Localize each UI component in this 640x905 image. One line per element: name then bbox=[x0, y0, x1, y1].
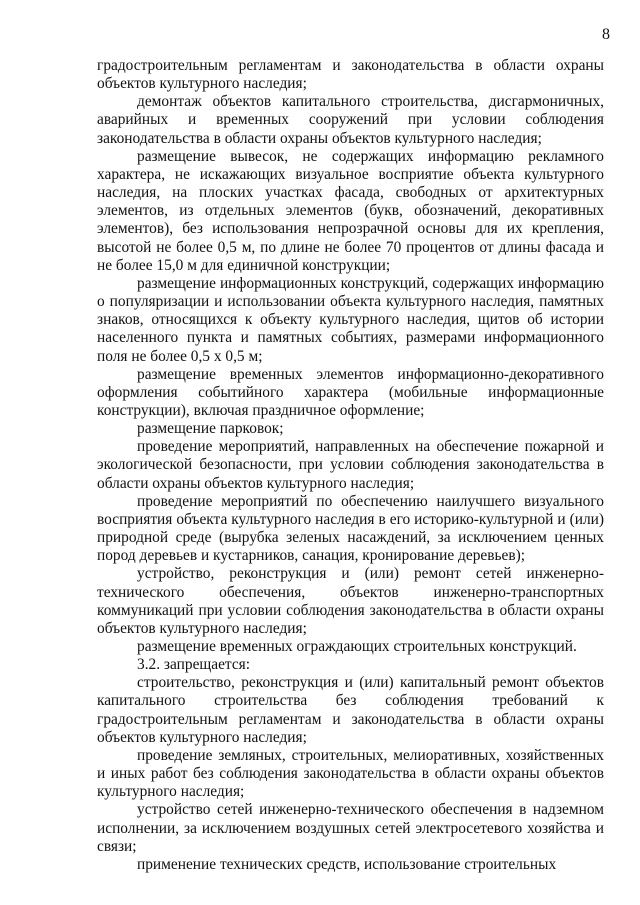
paragraph-continuation: градостроительным регламентам и законодательства в области охраны объектов культурного наследия; bbox=[97, 57, 604, 93]
paragraph-parking: размещение парковок; bbox=[137, 420, 284, 438]
paragraph-info-structures: размещение информационных конструкций, содержащих информацию о популяризации и использовании объекта культурного наследия, памятных знаков, относящихся к объекту культурного наследия, щитов об истории населенного пункта и памятных событиях, размерами информационного поля не более 0,5 х 0,5 м; bbox=[97, 274, 604, 365]
paragraph-construction-prohibited: строительство, реконструкция и (или) капитальный ремонт объектов капитального строительства без соблюдения требований к градостроительным регламентам и законодательства в области охраны объектов культурного наследия; bbox=[97, 674, 604, 746]
paragraph-fire-safety: проведение мероприятий, направленных на обеспечение пожарной и экологической безопасности, при условии соблюдения законодательства в области охраны объектов культурного наследия; bbox=[97, 438, 604, 492]
paragraph-signage: размещение вывесок, не содержащих информацию рекламного характера, не искажающих визуальное восприятие объекта культурного наследия, на плоских участках фасада, свободных от архитектурных элементов, из отдельных элементов (букв, обозначений, декоративных элементов), без использования непрозрачной основы для их крепления, высотой не более 0,5 м, по длине не более 70 процентов от длины фасада и не более 15,0 м для единичной конструкции; bbox=[97, 147, 604, 274]
paragraph-overhead-networks: устройство сетей инженерно-технического обеспечения в надземном исполнении, за исключением воздушных сетей электросетевого хозяйства и связи; bbox=[97, 801, 604, 855]
section-heading-prohibited: 3.2. запрещается: bbox=[137, 656, 251, 674]
paragraph-earthworks-prohibited: проведение земляных, строительных, мелиоративных, хозяйственных и иных работ без соблюдения законодательства в области охраны объектов культурного наследия; bbox=[97, 746, 604, 801]
paragraph-visual-perception: проведение мероприятий по обеспечению наилучшего визуального восприятия объекта культурного наследия в его историко-культурной и (или) природной среде (вырубка зеленых насаждений, за исключением ценных пород деревьев и кустарников, санация, кронирование деревьев); bbox=[97, 492, 604, 565]
page-number: 8 bbox=[602, 26, 610, 43]
paragraph-temporary-decor: размещение временных элементов информационно-декоративного оформления событийного характера (мобильные информационные конструкции), включая праздничное оформление; bbox=[97, 365, 604, 419]
document-body bbox=[97, 57, 604, 874]
paragraph-demolition: демонтаж объектов капитального строительства, дисгармоничных, аварийных и временных сооружений при условии соблюдения законодательства в области охраны объектов культурного наследия; bbox=[97, 93, 604, 147]
paragraph-technical-means: применение технических средств, использование строительных bbox=[137, 855, 557, 873]
paragraph-engineering-networks: устройство, реконструкция и (или) ремонт сетей инженерно-технического обеспечения, объектов инженерно-транспортных коммуникаций при условии соблюдения законодательства в области охраны объектов культурного наследия; bbox=[97, 565, 604, 637]
paragraph-temporary-fencing: размещение временных ограждающих строительных конструкций. bbox=[137, 638, 577, 655]
